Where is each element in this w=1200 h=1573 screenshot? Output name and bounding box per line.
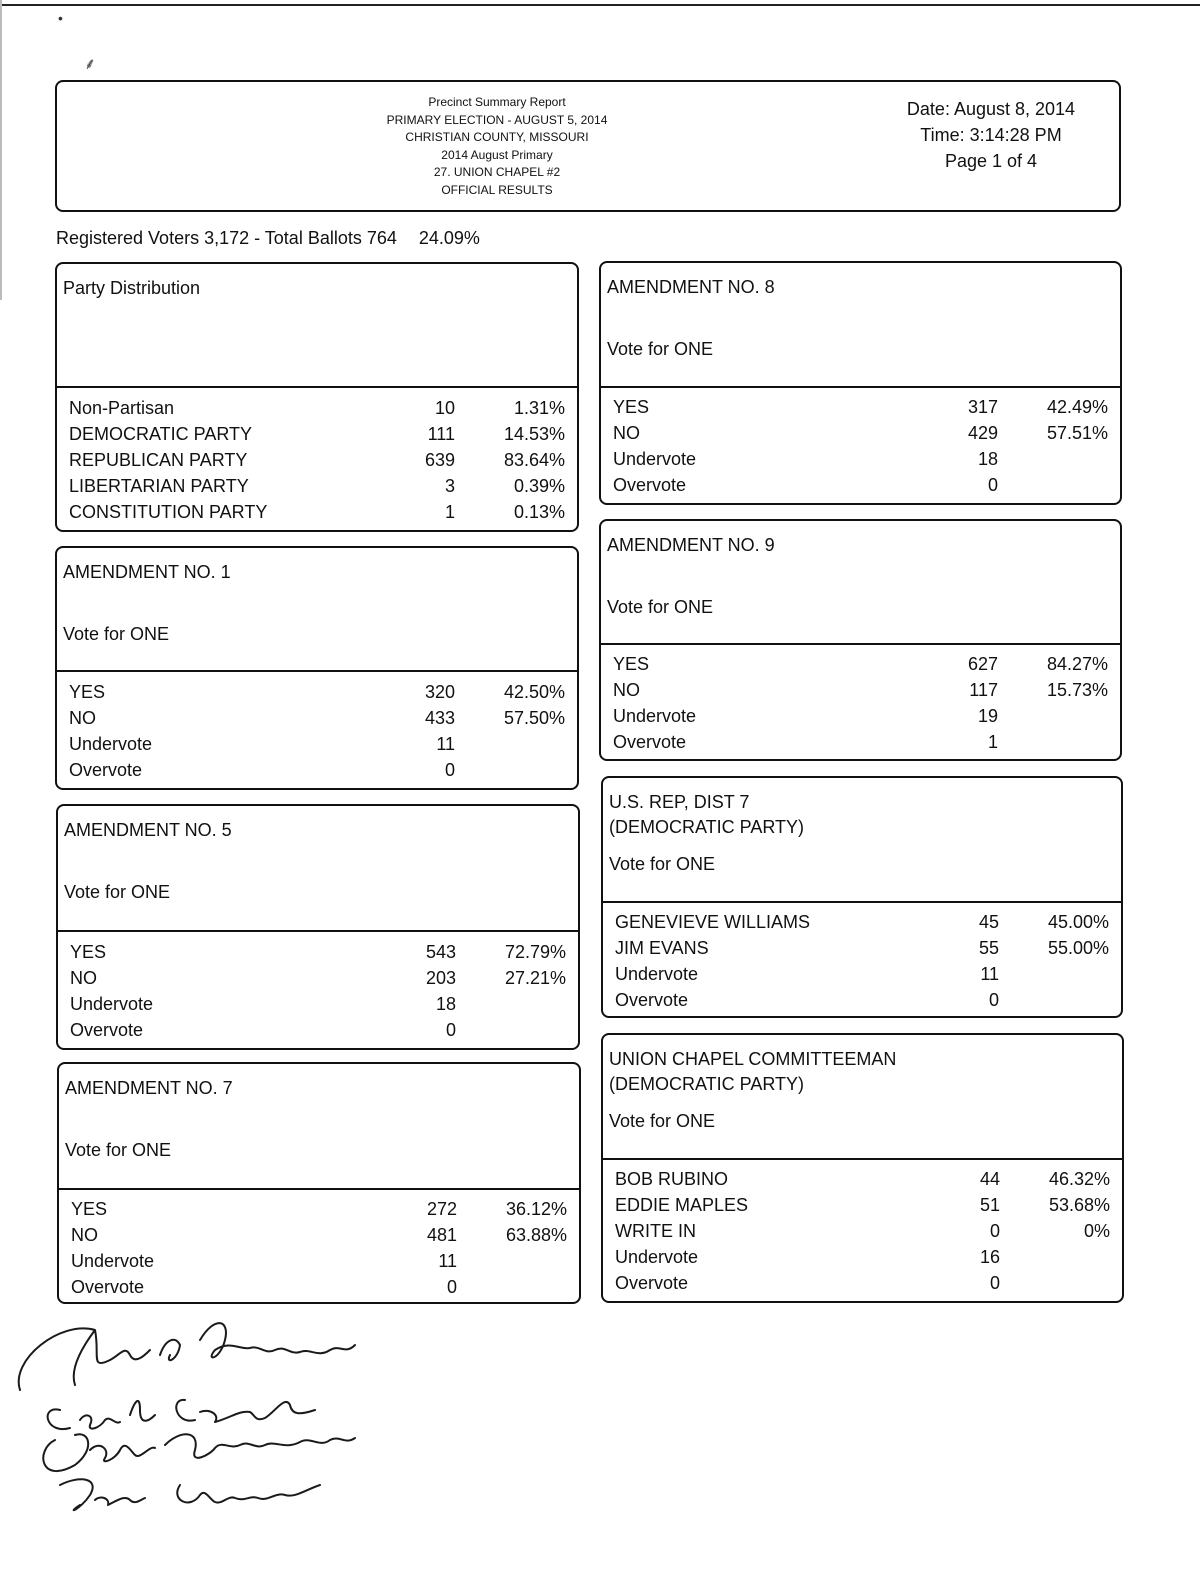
- row-label: REPUBLICAN PARTY: [69, 450, 248, 470]
- row-label: YES: [69, 682, 106, 702]
- result-row: [69, 731, 565, 757]
- party-distribution-box: [55, 262, 579, 532]
- result-row: [70, 1017, 566, 1043]
- report-title-block: [367, 94, 627, 199]
- box-title: AMENDMENT NO. 9: [607, 535, 775, 555]
- result-row: [613, 651, 1108, 677]
- row-label: YES: [613, 654, 650, 674]
- result-row: [69, 447, 565, 473]
- row-votes: 51: [979, 1195, 1000, 1215]
- row-label: GENEVIEVE WILLIAMS: [615, 912, 811, 932]
- result-row: [69, 473, 565, 499]
- row-label: Undervote: [615, 964, 699, 984]
- divider: [603, 1158, 1122, 1160]
- us-rep-dist-7-box: [601, 776, 1123, 1018]
- report-time: Time: 3:14:28 PM: [920, 125, 1062, 145]
- row-label: YES: [71, 1199, 108, 1219]
- result-row: [69, 757, 565, 783]
- row-votes: 45: [978, 912, 999, 932]
- box-title: [609, 1047, 896, 1097]
- county-name: CHRISTIAN COUNTY, MISSOURI: [405, 130, 589, 144]
- row-votes: 433: [424, 708, 455, 728]
- result-row: [71, 1274, 567, 1300]
- result-row: [615, 1166, 1110, 1192]
- result-rows: [615, 1166, 1110, 1296]
- result-row: [615, 961, 1109, 987]
- contest-party: (DEMOCRATIC PARTY): [609, 817, 805, 837]
- row-label: EDDIE MAPLES: [615, 1195, 749, 1215]
- result-row: [71, 1222, 567, 1248]
- row-votes: 19: [977, 706, 998, 726]
- row-votes: 11: [436, 734, 455, 754]
- amendment-7-box: [57, 1062, 581, 1304]
- result-row: [69, 705, 565, 731]
- row-percent: 55.00%: [1047, 938, 1109, 958]
- row-percent: 42.50%: [503, 682, 565, 702]
- amendment-9-box: [599, 519, 1122, 761]
- box-title: [609, 790, 804, 840]
- row-percent: 15.73%: [1046, 680, 1108, 700]
- result-row: [615, 909, 1109, 935]
- row-percent: 0.39%: [513, 476, 565, 496]
- result-row: [613, 703, 1108, 729]
- row-label: NO: [613, 423, 640, 443]
- result-row: [615, 935, 1109, 961]
- contest-name: U.S. REP, DIST 7: [609, 792, 750, 812]
- divider: [58, 930, 578, 932]
- row-votes: 18: [435, 994, 456, 1014]
- election-label: 2014 August Primary: [441, 147, 553, 162]
- report-meta: [871, 96, 1111, 174]
- row-label: Overvote: [69, 760, 143, 780]
- row-votes: 10: [434, 398, 455, 418]
- amendment-5-box: [56, 804, 580, 1050]
- row-percent: 36.12%: [505, 1199, 567, 1219]
- signature-3: [43, 1434, 355, 1471]
- result-row: [613, 394, 1108, 420]
- row-votes: 16: [979, 1247, 1000, 1267]
- scan-speck: •: [58, 10, 63, 26]
- row-votes: 0: [446, 1277, 457, 1297]
- row-votes: 0: [987, 475, 998, 495]
- row-votes: 543: [425, 942, 456, 962]
- vote-instruction: Vote for ONE: [63, 624, 170, 644]
- row-label: Overvote: [71, 1277, 145, 1297]
- result-rows: [613, 394, 1108, 498]
- divider: [59, 1188, 579, 1190]
- result-rows: [69, 395, 565, 525]
- result-row: [69, 395, 565, 421]
- turnout-text: Registered Voters 3,172 - Total Ballots 764: [56, 228, 397, 248]
- row-label: CONSTITUTION PARTY: [69, 502, 268, 522]
- row-label: JIM EVANS: [615, 938, 709, 958]
- row-percent: 57.51%: [1046, 423, 1108, 443]
- result-row: [615, 1218, 1110, 1244]
- result-rows: [71, 1196, 567, 1300]
- row-label: YES: [613, 397, 650, 417]
- result-rows: [70, 939, 566, 1043]
- vote-instruction: Vote for ONE: [609, 854, 716, 874]
- result-row: [71, 1196, 567, 1222]
- result-row: [613, 446, 1108, 472]
- row-votes: 320: [424, 682, 455, 702]
- election-name: PRIMARY ELECTION - AUGUST 5, 2014: [386, 112, 608, 127]
- vote-instruction: Vote for ONE: [64, 882, 171, 902]
- row-label: Overvote: [70, 1020, 144, 1040]
- row-votes: 639: [424, 450, 455, 470]
- result-rows: [613, 651, 1108, 755]
- row-percent: 14.53%: [503, 424, 565, 444]
- divider: [57, 386, 577, 388]
- committeeman-box: [601, 1033, 1124, 1303]
- row-label: Undervote: [69, 734, 153, 754]
- result-row: [613, 420, 1108, 446]
- row-percent: 57.50%: [503, 708, 565, 728]
- vote-instruction: Vote for ONE: [607, 339, 714, 359]
- turnout-percent: 24.09%: [418, 228, 480, 248]
- report-date: Date: August 8, 2014: [906, 99, 1076, 119]
- row-percent: 63.88%: [505, 1225, 567, 1245]
- row-label: Overvote: [615, 990, 689, 1010]
- row-label: Undervote: [613, 449, 697, 469]
- row-label: NO: [69, 708, 96, 728]
- row-label: YES: [70, 942, 107, 962]
- vote-instruction: Vote for ONE: [65, 1140, 172, 1160]
- report-header: [55, 80, 1121, 212]
- divider: [57, 670, 577, 672]
- row-votes: 55: [978, 938, 999, 958]
- row-votes: 117: [969, 680, 998, 700]
- row-votes: 1: [987, 732, 998, 752]
- divider: [603, 901, 1121, 903]
- result-row: [613, 729, 1108, 755]
- result-row: [615, 1244, 1110, 1270]
- row-votes: 11: [980, 964, 999, 984]
- box-title: AMENDMENT NO. 8: [607, 277, 775, 297]
- row-percent: 0.13%: [513, 502, 565, 522]
- row-percent: 83.64%: [503, 450, 565, 470]
- row-votes: 0: [444, 760, 455, 780]
- result-row: [71, 1248, 567, 1274]
- contest-name: UNION CHAPEL COMMITTEEMAN: [609, 1049, 897, 1069]
- row-label: Overvote: [613, 475, 687, 495]
- signature-2: [48, 1400, 315, 1429]
- signature-1: [19, 1323, 355, 1390]
- result-row: [70, 991, 566, 1017]
- row-label: Undervote: [71, 1251, 155, 1271]
- box-title: Party Distribution: [63, 278, 201, 298]
- page-number: Page 1 of 4: [944, 151, 1038, 171]
- box-title: AMENDMENT NO. 1: [63, 562, 231, 582]
- amendment-8-box: [599, 261, 1122, 505]
- vote-instruction: Vote for ONE: [609, 1111, 716, 1131]
- row-votes: 111: [427, 424, 455, 444]
- result-row: [70, 939, 566, 965]
- row-label: Undervote: [70, 994, 154, 1014]
- result-rows: [615, 909, 1109, 1013]
- row-votes: 1: [444, 502, 455, 522]
- row-label: Undervote: [613, 706, 697, 726]
- row-votes: 429: [967, 423, 998, 443]
- row-label: Undervote: [615, 1247, 699, 1267]
- row-percent: 45.00%: [1047, 912, 1109, 932]
- row-percent: 42.49%: [1046, 397, 1108, 417]
- row-votes: 627: [967, 654, 998, 674]
- contest-party: (DEMOCRATIC PARTY): [609, 1074, 805, 1094]
- result-row: [613, 677, 1108, 703]
- row-label: Non-Partisan: [69, 398, 175, 418]
- row-votes: 0: [989, 1273, 1000, 1293]
- row-votes: 272: [426, 1199, 457, 1219]
- amendment-1-box: [55, 546, 579, 790]
- scan-top-edge-line: [0, 4, 1200, 6]
- row-label: Overvote: [615, 1273, 689, 1293]
- row-percent: 0%: [1083, 1221, 1110, 1241]
- precinct-name: 27. UNION CHAPEL #2: [433, 165, 561, 179]
- signature-4: [60, 1479, 320, 1510]
- row-percent: 1.31%: [513, 398, 565, 418]
- row-votes: 18: [977, 449, 998, 469]
- row-votes: 11: [438, 1251, 457, 1271]
- handwritten-signatures: [0, 1300, 420, 1540]
- result-row: [69, 499, 565, 525]
- row-percent: 72.79%: [504, 942, 566, 962]
- row-percent: 84.27%: [1046, 654, 1108, 674]
- box-title: AMENDMENT NO. 7: [65, 1078, 233, 1098]
- row-votes: 0: [445, 1020, 456, 1040]
- row-votes: 317: [967, 397, 998, 417]
- report-title: Precinct Summary Report: [428, 95, 566, 109]
- row-votes: 0: [988, 990, 999, 1010]
- divider: [601, 386, 1120, 388]
- row-label: NO: [71, 1225, 98, 1245]
- row-votes: 0: [989, 1221, 1000, 1241]
- box-title: AMENDMENT NO. 5: [64, 820, 232, 840]
- result-rows: [69, 679, 565, 783]
- scan-left-edge-line: [0, 0, 2, 300]
- result-row: [69, 421, 565, 447]
- result-row: [615, 1270, 1110, 1296]
- turnout-summary: [56, 228, 480, 249]
- result-row: [613, 472, 1108, 498]
- divider: [601, 643, 1120, 645]
- row-percent: 46.32%: [1048, 1169, 1110, 1189]
- vote-instruction: Vote for ONE: [607, 597, 714, 617]
- scan-mark: ⸙: [84, 56, 97, 73]
- result-row: [615, 987, 1109, 1013]
- row-label: WRITE IN: [615, 1221, 696, 1241]
- row-votes: 44: [979, 1169, 1000, 1189]
- row-votes: 203: [425, 968, 456, 988]
- row-label: LIBERTARIAN PARTY: [69, 476, 249, 496]
- result-row: [70, 965, 566, 991]
- result-row: [615, 1192, 1110, 1218]
- row-percent: 53.68%: [1048, 1195, 1110, 1215]
- row-percent: 27.21%: [504, 968, 566, 988]
- row-label: DEMOCRATIC PARTY: [69, 424, 253, 444]
- row-label: NO: [70, 968, 97, 988]
- row-label: Overvote: [613, 732, 687, 752]
- row-label: BOB RUBINO: [615, 1169, 729, 1189]
- row-label: NO: [613, 680, 640, 700]
- results-status: OFFICIAL RESULTS: [441, 182, 553, 197]
- row-votes: 3: [444, 476, 455, 496]
- result-row: [69, 679, 565, 705]
- row-votes: 481: [426, 1225, 457, 1245]
